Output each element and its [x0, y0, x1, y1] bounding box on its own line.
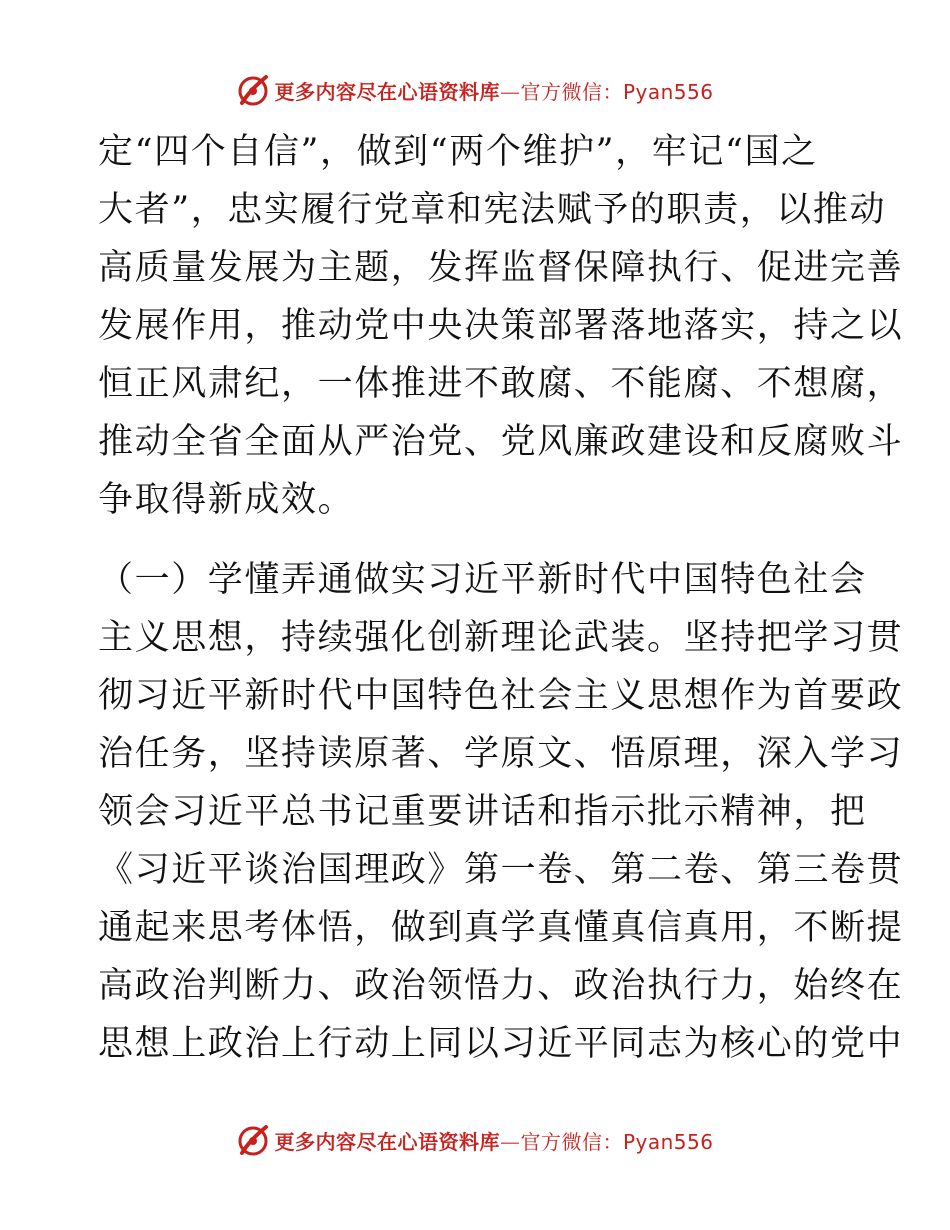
text-line: 定“四个自信”，做到“两个维护”，牢记“国之 — [98, 132, 818, 172]
header-banner — [0, 70, 950, 110]
footer-banner — [0, 1120, 950, 1160]
paragraph-gap — [98, 529, 858, 551]
text-line: 《习近平谈治国理政》第一卷、第二卷、第三卷贯 — [98, 850, 904, 890]
text-line: 发展作用，推动党中央决策部署落地落实，持之以 — [98, 306, 904, 346]
text-line: 推动全省全面从严治党、党风廉政建设和反腐败斗 — [98, 422, 904, 462]
text-line: 思想上政治上行动上同以习近平同志为核心的党中 — [98, 1024, 904, 1064]
footer-brand-text: 更多内容尽在心语资料库 — [274, 1129, 500, 1154]
header-banner-text — [274, 76, 713, 105]
text-line: 彻习近平新时代中国特色社会主义思想作为首要政 — [98, 676, 904, 716]
footer-banner-text — [274, 1126, 713, 1155]
header-brand-text: 更多内容尽在心语资料库 — [274, 79, 500, 104]
footer-contact-text: 官方微信：Pyan556 — [520, 1129, 714, 1154]
text-line: 通起来思考体悟，做到真学真懂真信真用，不断提 — [98, 908, 904, 948]
header-separator: — — [499, 79, 521, 104]
text-line: 恒正风肃纪，一体推进不敢腐、不能腐、不想腐， — [98, 364, 904, 404]
text-line: 大者”，忠实履行党章和宪法赋予的职责，以推动 — [98, 190, 887, 230]
paragraph-1 — [98, 123, 904, 529]
text-line: 高政治判断力、政治领悟力、政治执行力，始终在 — [98, 966, 904, 1006]
paragraph-2 — [98, 551, 904, 1073]
footer-separator: — — [499, 1129, 521, 1154]
document-body — [98, 123, 904, 1073]
text-line: 主义思想，持续强化创新理论武装。坚持把学习贯 — [98, 618, 904, 658]
brush-circle-logo-icon — [236, 1123, 270, 1157]
text-line: 争取得新成效。 — [98, 480, 355, 520]
text-line: 治任务，坚持读原著、学原文、悟原理，深入学习 — [98, 734, 904, 774]
text-line: 领会习近平总书记重要讲话和指示批示精神，把 — [98, 792, 867, 832]
brush-circle-logo-icon — [236, 73, 270, 107]
section-heading-line: （一）学懂弄通做实习近平新时代中国特色社会 — [98, 560, 867, 600]
text-line: 高质量发展为主题，发挥监督保障执行、促进完善 — [98, 248, 904, 288]
header-contact-text: 官方微信：Pyan556 — [520, 79, 714, 104]
